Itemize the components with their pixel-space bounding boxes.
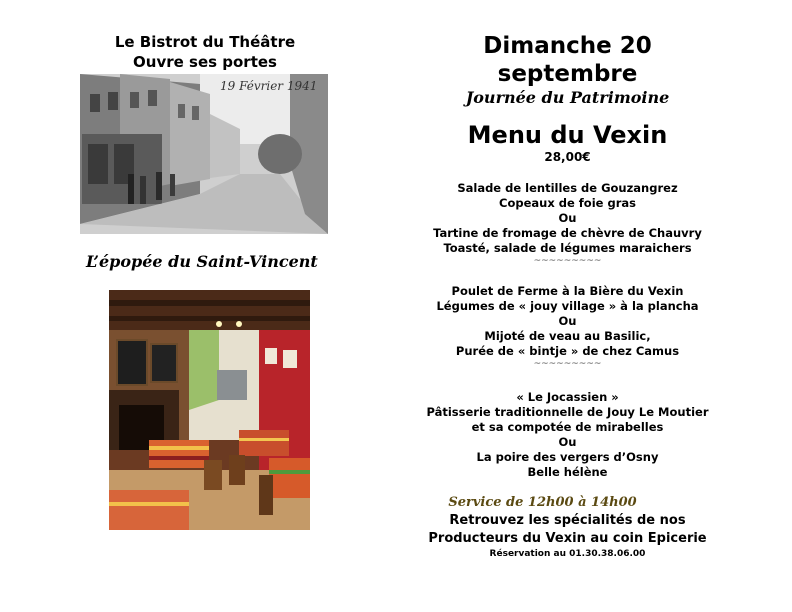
menu-line: Toasté, salade de légumes maraichers bbox=[443, 241, 692, 255]
retrouvez-text bbox=[410, 512, 725, 548]
event-date: Dimanche 20 septembre bbox=[483, 33, 652, 87]
bistro-interior-photo bbox=[109, 290, 310, 530]
reservation-phone: Réservation au 01.30.38.06.00 bbox=[489, 549, 646, 559]
bistrot-title bbox=[80, 32, 330, 72]
menu-line: Purée de « bintje » de chez Camus bbox=[455, 344, 680, 358]
entrees-section bbox=[410, 181, 725, 266]
menu-price: 28,00€ bbox=[544, 150, 591, 164]
menu-line: « Le Jocassien » bbox=[516, 390, 619, 404]
menu-line: Ou bbox=[558, 314, 577, 328]
retrouvez-line2: Producteurs du Vexin au coin Epicerie bbox=[428, 531, 707, 546]
bistrot-title-line1: Le Bistrot du Théâtre bbox=[114, 33, 296, 51]
menu-column bbox=[410, 32, 725, 561]
old-street-photo bbox=[80, 74, 328, 234]
menu-line: Ou bbox=[558, 435, 577, 449]
old-photo-caption: 19 Février 1941 bbox=[220, 79, 318, 93]
bistro-interior-drawing bbox=[109, 290, 310, 530]
menu-line: La poire des vergers d’Osny bbox=[476, 450, 659, 464]
menu-line: Belle hélène bbox=[527, 465, 608, 479]
menu-line: Ou bbox=[558, 211, 577, 225]
desserts-section bbox=[410, 390, 725, 480]
menu-line: Tartine de fromage de chèvre de Chauvry bbox=[433, 226, 702, 240]
tilde-separator: ~~~~~~~~~ bbox=[533, 256, 602, 266]
plats-section bbox=[410, 284, 725, 369]
retrouvez-line1: Retrouvez les spécialités de nos bbox=[449, 513, 686, 528]
menu-line: Poulet de Ferme à la Bière du Vexin bbox=[451, 284, 684, 298]
menu-title: Menu du Vexin bbox=[467, 121, 668, 149]
journee-patrimoine: Journée du Patrimoine bbox=[465, 88, 670, 107]
bistrot-title-line2: Ouvre ses portes bbox=[133, 53, 277, 71]
menu-line: Copeaux de foie gras bbox=[499, 196, 636, 210]
epopee-heading: L’épopée du Saint-Vincent bbox=[86, 252, 318, 271]
tilde-separator: ~~~~~~~~~ bbox=[533, 359, 602, 369]
menu-line: Salade de lentilles de Gouzangrez bbox=[457, 181, 678, 195]
menu-line: Légumes de « jouy village » à la plancha bbox=[436, 299, 699, 313]
old-street-photo-drawing bbox=[80, 74, 328, 234]
menu-line: et sa compotée de mirabelles bbox=[471, 420, 664, 434]
menu-line: Mijoté de veau au Basilic, bbox=[484, 329, 651, 343]
menu-line: Pâtisserie traditionnelle de Jouy Le Moutier bbox=[426, 405, 709, 419]
service-hours: Service de 12h00 à 14h00 bbox=[448, 495, 637, 510]
